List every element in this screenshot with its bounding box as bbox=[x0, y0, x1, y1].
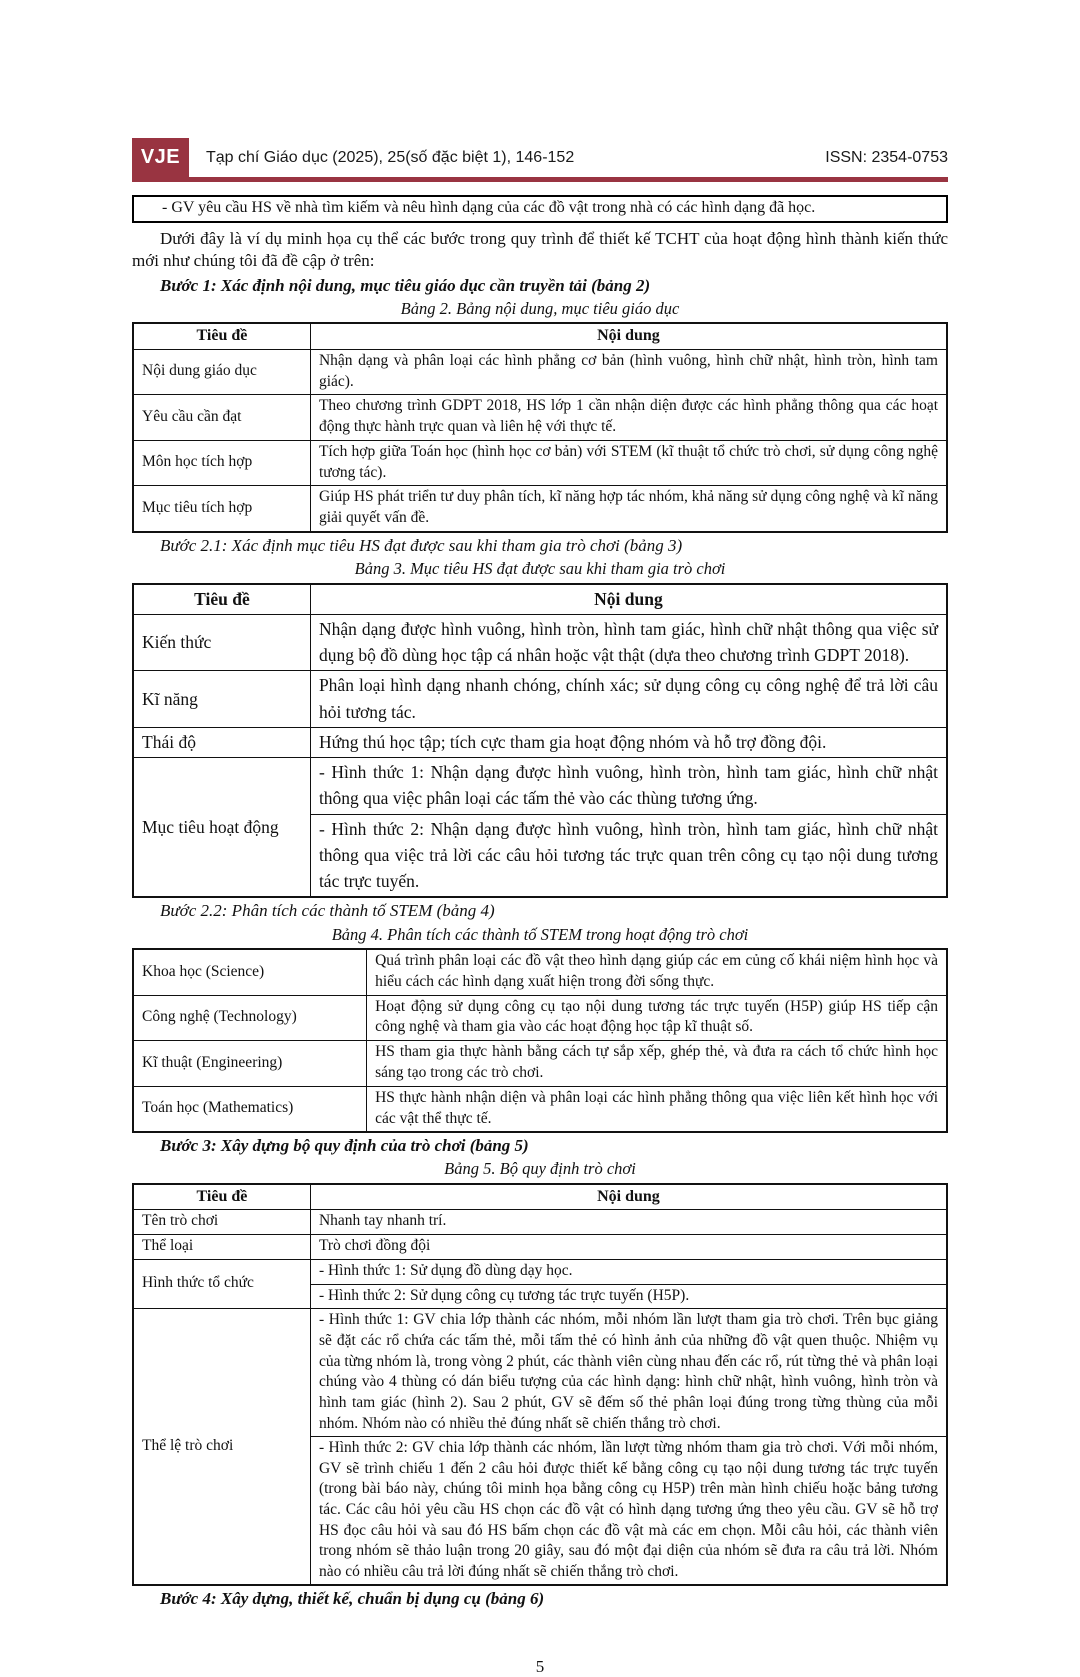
table-row bbox=[133, 440, 947, 486]
table-2 bbox=[132, 322, 948, 533]
row-label: Thể lệ trò chơi bbox=[133, 1309, 310, 1585]
document-page bbox=[132, 0, 948, 1677]
column-header-noi-dung: Nội dung bbox=[310, 1184, 947, 1210]
table-row bbox=[133, 486, 947, 532]
row-value: HS thực hành nhận diện và phân loại các hình phẳng thông qua việc liên kết hình học với các vật thể thực tế. bbox=[367, 1086, 947, 1132]
column-header-noi-dung: Nội dung bbox=[310, 323, 947, 349]
row-label: Kĩ năng bbox=[133, 671, 310, 728]
column-header-tieu-de: Tiêu đề bbox=[133, 1184, 310, 1210]
step-3-heading: Bước 3: Xây dựng bộ quy định của trò chơi (bảng 5) bbox=[160, 1136, 529, 1156]
step-2-2-heading: Bước 2.2: Phân tích các thành tố STEM (bảng 4) bbox=[160, 901, 495, 921]
table-3-caption: Bảng 3. Mục tiêu HS đạt được sau khi tham gia trò chơi bbox=[354, 559, 726, 579]
table-row bbox=[133, 349, 947, 395]
issn-label: ISSN: 2354-0753 bbox=[825, 148, 948, 166]
row-label: Mục tiêu tích hợp bbox=[133, 486, 310, 532]
table-row bbox=[133, 995, 947, 1041]
row-value: - Hình thức 1: Nhận dạng được hình vuông, hình tròn, hình tam giác, hình chữ nhật thông qua việc phân loại các tấm thẻ vào các thùng tương ứng. bbox=[310, 758, 947, 815]
table-4 bbox=[132, 948, 948, 1133]
row-label: Hình thức tổ chức bbox=[133, 1259, 310, 1309]
row-label: Công nghệ (Technology) bbox=[133, 995, 367, 1041]
table-2-caption: Bảng 2. Bảng nội dung, mục tiêu giáo dục bbox=[400, 298, 680, 318]
row-value: Trò chơi đồng đội bbox=[310, 1235, 947, 1260]
table-row bbox=[133, 949, 947, 995]
table-row bbox=[133, 758, 947, 815]
table-2-header-row bbox=[133, 323, 947, 349]
row-label: Nội dung giáo dục bbox=[133, 349, 310, 395]
row-value: Nhận dạng được hình vuông, hình tròn, hình tam giác, hình chữ nhật thông qua việc sử dụng bộ đồ dùng học tập cá nhân hoặc vật thật (dựa theo chương trình GDPT 2018). bbox=[310, 614, 947, 671]
journal-header bbox=[132, 138, 948, 182]
row-label: Toán học (Mathematics) bbox=[133, 1086, 367, 1132]
table-row bbox=[133, 1041, 947, 1087]
table-5-caption: Bảng 5. Bộ quy định trò chơi bbox=[444, 1159, 636, 1179]
page-number: 5 bbox=[535, 1656, 545, 1676]
row-value: Giúp HS phát triển tư duy phân tích, kĩ năng hợp tác nhóm, khả năng sử dụng công nghệ và kĩ năng giải quyết vấn đề. bbox=[310, 486, 947, 532]
table-row bbox=[133, 727, 947, 757]
row-value: Nhanh tay nhanh trí. bbox=[310, 1210, 947, 1235]
row-value: - Hình thức 2: GV chia lớp thành các nhóm, lần lượt từng nhóm tham gia trò chơi. Với mỗi nhóm, GV sẽ trình chiếu 1 đến 2 câu hỏi được thiết kế bằng công cụ tạo nội dung tương tác trực tuyến (trong bài báo này, chúng tôi minh họa bằng công cụ H5P) trên màn hình chiếu hoặc bảng tương tác. Các câu hỏi yêu cầu HS chọn các đồ vật có hình dạng tương ứng theo yêu cầu. GV sẽ hỗ trợ HS đọc câu hỏi và sau đó HS bấm chọn các đồ vật mà các em chọn. Mỗi câu hỏi, các thành viên trong nhóm sẽ thảo luận trong 20 giây, sau đó một đại diện của nhóm sẽ đưa ra câu trả lời. Nhóm nào có nhiều câu trả lời đúng nhất sẽ chiến thắng trò chơi. bbox=[310, 1437, 947, 1586]
row-label: Mục tiêu hoạt động bbox=[133, 758, 310, 898]
table-3-header-row bbox=[133, 584, 947, 615]
row-label: Kiến thức bbox=[133, 614, 310, 671]
table-5 bbox=[132, 1183, 948, 1586]
row-label: Tên trò chơi bbox=[133, 1210, 310, 1235]
row-label: Môn học tích hợp bbox=[133, 440, 310, 486]
row-value: - Hình thức 2: Sử dụng công cụ tương tác trực tuyến (H5P). bbox=[310, 1284, 947, 1309]
column-header-tieu-de: Tiêu đề bbox=[133, 584, 310, 615]
row-label: Thể loại bbox=[133, 1235, 310, 1260]
step-2-1-heading: Bước 2.1: Xác định mục tiêu HS đạt được sau khi tham gia trò chơi (bảng 3) bbox=[160, 535, 683, 555]
step-1-heading: Bước 1: Xác định nội dung, mục tiêu giáo dục cần truyền tải (bảng 2) bbox=[160, 275, 651, 295]
column-header-tieu-de: Tiêu đề bbox=[133, 323, 310, 349]
row-label: Khoa học (Science) bbox=[133, 949, 367, 995]
table-5-header-row bbox=[133, 1184, 947, 1210]
intro-paragraph: Dưới đây là ví dụ minh họa cụ thể các bước trong quy trình để thiết kế TCHT của hoạt động hình thành kiến thức mới như chúng tôi đã đề cập ở trên: bbox=[132, 228, 948, 271]
table-row bbox=[133, 1259, 947, 1284]
table-row bbox=[133, 1235, 947, 1260]
table-3 bbox=[132, 583, 948, 899]
row-value: Hứng thú học tập; tích cực tham gia hoạt động nhóm và hỗ trợ đồng đội. bbox=[310, 727, 947, 757]
vje-logo: VJE bbox=[132, 138, 189, 177]
table-row bbox=[133, 1210, 947, 1235]
step-4-heading: Bước 4: Xây dựng, thiết kế, chuẩn bị dụng cụ (bảng 6) bbox=[160, 1589, 545, 1609]
row-label: Yêu cầu cần đạt bbox=[133, 395, 310, 441]
row-value: Theo chương trình GDPT 2018, HS lớp 1 cần nhận diện được các hình phẳng thông qua các hoạt động thực hành trực quan và liên hệ với thực tế. bbox=[310, 395, 947, 441]
table-row bbox=[133, 395, 947, 441]
row-value: - Hình thức 1: GV chia lớp thành các nhóm, mỗi nhóm lần lượt tham gia trò chơi. Trên bục giảng sẽ đặt các rổ chứa các tấm thẻ, mỗi tấm thẻ có hình ảnh của những đồ vật quen thuộc. Nhiệm vụ của từng nhóm là, trong vòng 2 phút, các thành viên cùng nhau đến các rổ, rút từng thẻ và phân loại chúng vào 4 thùng có dán biểu tượng của các hình dạng: hình chữ nhật, hình vuông, hình tròn và hình tam giác (hình 2). Sau 2 phút, GV sẽ đếm số thẻ phân loại đúng trong từng thùng của mỗi nhóm. Nhóm nào có nhiều thẻ đúng nhất sẽ chiến thắng trò chơi. bbox=[310, 1309, 947, 1437]
table-row bbox=[133, 1086, 947, 1132]
row-value: Nhận dạng và phân loại các hình phẳng cơ bản (hình vuông, hình chữ nhật, hình tròn, hình tam giác). bbox=[310, 349, 947, 395]
row-value: - Hình thức 1: Sử dụng đồ dùng dạy học. bbox=[310, 1259, 947, 1284]
journal-citation: Tạp chí Giáo dục (2025), 25(số đặc biệt 1), 146-152 bbox=[206, 148, 575, 166]
table-row bbox=[133, 614, 947, 671]
row-value: HS tham gia thực hành bằng cách tự sắp xếp, ghép thẻ, và đưa ra cách tổ chức hình học sáng tạo trong các trò chơi. bbox=[367, 1041, 947, 1087]
row-label: Thái độ bbox=[133, 727, 310, 757]
note-row: - GV yêu cầu HS về nhà tìm kiếm và nêu hình dạng của các đồ vật trong nhà có các hình dạng đã học. bbox=[132, 195, 948, 223]
table-4-caption: Bảng 4. Phân tích các thành tố STEM trong hoạt động trò chơi bbox=[331, 924, 749, 944]
row-label: Kĩ thuật (Engineering) bbox=[133, 1041, 367, 1087]
row-value: Hoạt động sử dụng công cụ tạo nội dung tương tác trực tuyến (H5P) giúp HS tiếp cận công nghệ và tham gia vào các hoạt động học tập kĩ thuật số. bbox=[367, 995, 947, 1041]
row-value: Quá trình phân loại các đồ vật theo hình dạng giúp các em củng cố khái niệm hình học và hiểu cách các hình dạng xuất hiện trong đời sống thực. bbox=[367, 949, 947, 995]
table-row bbox=[133, 671, 947, 728]
table-row bbox=[133, 1309, 947, 1437]
row-value: Phân loại hình dạng nhanh chóng, chính xác; sử dụng công cụ công nghệ để trả lời câu hỏi tương tác. bbox=[310, 671, 947, 728]
row-value: - Hình thức 2: Nhận dạng được hình vuông, hình tròn, hình tam giác, hình chữ nhật thông qua việc trả lời các câu hỏi tương tác trực quan trên công cụ tạo nội dung tương tác trực tuyến. bbox=[310, 814, 947, 897]
column-header-noi-dung: Nội dung bbox=[310, 584, 947, 615]
row-value: Tích hợp giữa Toán học (hình học cơ bản) với STEM (kĩ thuật tổ chức trò chơi, sử dụng công nghệ tương tác). bbox=[310, 440, 947, 486]
